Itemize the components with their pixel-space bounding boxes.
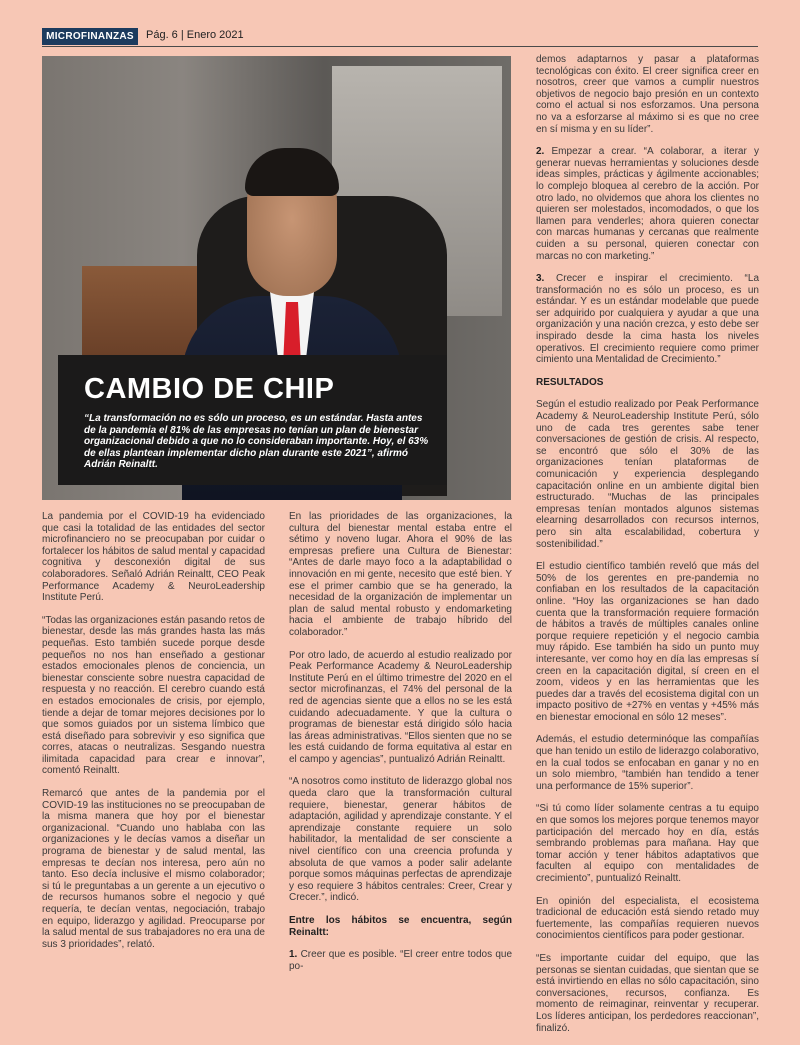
habit-text: Empezar a crear. “A colaborar, a iterar y generar nuevas herramientas y soluciones desde ideas simples, prácticas y ágilmente accionables; lo complejo bloquea al cerebro de la acción. Por otro lado, no olvidemos que ahora los clientes no quieren ser molestados, incomodados, o que los llamen para venderles; ahora quieren conectar con marcas humanas y cercanas que realmente cuiden a su personal, quieren conectar con marcas no con marketing.” [536,146,759,262]
issue-label: Pág. 6 | Enero 2021 [146,29,244,41]
paragraph: La pandemia por el COVID-19 ha evidenciado que casi la totalidad de las entidades del sector microfinanciero no se preocupaban por cuidar o fortalecer los hábitos de salud mental y capacidad cognitiva y desconexión digital de sus colaboradores. Señaló Adrián Reinaltt, CEO Peak Performance Academy & NeuroLeadership Institute Perú. [42,511,265,604]
habit-text: Creer que es posible. “El creer entre todos que po- [289,949,513,972]
article-lede: “La transformación no es sólo un proceso, es un estándar. Hasta antes de la pandemia el 81% de las empresas no tenían un plan de bienestar organizacional debido a que no lo consideraban importante. Hoy, el 63% de ellas plantean implementar dicho plan durante este 2021”, afirmó Adrián Reinaltt. [84,413,429,470]
habits-heading: Entre los hábitos se encuentra, según Reinaltt: [289,915,512,938]
column-1 [42,511,265,961]
article-title: CAMBIO DE CHIP [84,373,335,405]
brand-logo: MICROFINANZAS [42,28,138,45]
habit-number: 2. [536,146,545,158]
column-3 [536,54,759,1045]
paragraph: Además, el estudio determinóque las compañías que han tenido un estilo de liderazgo colaborativo, en la cual todos se enfocaban en ganar y no en un solo miembro, “también han tendido a tener una performance de 15% superior”. [536,734,759,792]
paragraph: “A nosotros como instituto de liderazgo global nos queda claro que la transformación cultural requiere, bienestar, generar hábitos de adaptación, agilidad y aprendizaje constante. Y el aprendizaje constante requiere un solo habilitador, la mentalidad de ser consciente a nivel científico con una creencia profunda y absoluta de que vamos a poder salir adelante porque somos máquinas perfectas de aprendizaje y eso requiere 3 hábitos centrales: Creer, Crear y Crecer.”, indicó. [289,776,512,904]
habit-item-3 [536,273,759,366]
paragraph: Por otro lado, de acuerdo al estudio realizado por Peak Performance Academy & NeuroLeadership Institute Perú en el último trimestre del 2020 en el sector microfinanzas, el 74% del personal de la red de agencias siente que a ellos no se les está cuidando adecuadamente. Y que la cultura o programas de bienestar está dirigido sólo hacia las áreas administrativas. “Ellos sienten que no se les está cuidando de forma equitativa al estar en el campo y agencias”, puntualizó Adrián Reinaltt. [289,649,512,765]
paragraph: “Si tú como líder solamente centras a tu equipo en que somos los mejores porque tenemos mayor participación del mercado hoy en día, estás sembrando problemas para mañana. Hay que tomar acción y tener hábitos adaptativos que faculten al equipo con mentalidades de crecimiento”, puntualizó Reinaltt. [536,803,759,884]
page-header [42,28,758,46]
results-heading: RESULTADOS [536,376,604,388]
header-divider [42,46,758,47]
paragraph: El estudio científico también reveló que más del 50% de los gerentes en pre-pandemia no confiaban en los resultados de la capacitación online. “Hoy las organizaciones se han dado cuenta que la transformación requiere formación de hábitos a través de múltiples canales online porque requiere repetición y el negocio cambia muy rápido. Ese también ha sido un punto muy interesante, ver como hoy en día las empresas sí creen en la capacitación digital, sí creen en el zoom, videos y en las herramientas que les puedes dar a través del ecosistema digital con un impacto positivo de +27% en ventas y +45% más en bienestar emocional en sólo 12 meses”. [536,561,759,723]
paragraph: demos adaptarnos y pasar a plataformas tecnológicas con éxito. El creer significa creer en nosotros, creer que vamos a cumplir nuestros objetivos de negocio bajo presión en un contexto como el actual si nos esforzamos. Una persona no va a esforzarse al máximo si es que no cree en sí misma y en su líder”. [536,54,759,135]
hero-title-box [58,355,447,485]
paragraph: En opinión del especialista, el ecosistema tradicional de educación está siendo retado muy fuertemente, las compañías requieren nuevos conocimientos científicos para poder gestionar. [536,895,759,942]
habit-text: Crecer e inspirar el crecimiento. “La transformación no es sólo un proceso, es un estándar. Y es un estándar modelable que puede ser adquirido por cualquiera y ayudar a que una organización y una nación crezca, y esto debe ser inspirado desde la cima hasta los niveles operativos. El crecimiento requiere como primer cimiento una Mentalidad de Crecimiento.” [536,273,760,366]
paragraph: En las prioridades de las organizaciones, la cultura del bienestar mental estaba entre el sétimo y noveno lugar. Ahora el 90% de las empresas prefiere una Cultura de Bienestar: “Antes de darle mayo foco a la adaptabilidad o innovación en mi gente, necesito que esté bien. Y ese el primer cambio que se ha generado, la necesidad de la organización de implementar un plan de salud mental robusto y endomarketing hacia el ambiente de trabajo híbrido del colaborador.” [289,511,512,638]
habit-number: 1. [289,949,298,961]
paragraph: Según el estudio realizado por Peak Performance Academy & NeuroLeadership Institute Perú, sólo uno de cada tres gerentes sabe tener conversaciones de gestión de crisis. Al respecto, se encontró que sólo el 30% de las organizaciones tenían plataformas de comunicación y experiencia desplegando capacitación online en un ambiente digital bien estructurado. “Muchas de las principales empresas tenían montados algunos sistemas elearning desarrollados con recursos internos, pero sin alta escalabilidad, cobertura y sostenibilidad.” [536,399,759,550]
paragraph: “Todas las organizaciones están pasando retos de bienestar, desde las más grandes hasta las más pequeñas. Esto también sucede porque desde pequeños no nos han enseñado a gestionar estados emocionales plenos de conciencia, un bienestar consciente sobre nuestra capacidad de respuesta y no reacción. El cerebro cuando está en estados emocionales de crisis, por ejemplo, tiende a dejar de tomar mejores decisiones por lo que somos guiados por un sistema límbico que está diseñado para sobrevivir y eso significa que corres, atacas o neutralizas. Sesgando nuestra ilimitada capacidad para crear e innovar”, comentó Reinaltt. [42,614,265,777]
habit-item-2 [536,146,759,262]
paragraph: “Es importante cuidar del equipo, que las personas se sientan cuidadas, que sientan que se está invirtiendo en ellas no sólo capacitación, sino conversaciones, recursos, confianza. Es momento de reimaginar, reinventar y recuperar. Los líderes anticipan, los perdedores reaccionan”, finalizó. [536,952,759,1034]
habit-item-1 [289,949,512,972]
paragraph: Remarcó que antes de la pandemia por el COVID-19 las instituciones no se preocupaban de la misma manera que hoy por el bienestar organizacional. “Cuando uno hablaba con las organizaciones y le decías vamos a diseñar un programa de bienestar y de salud mental, las empresas te decían nos interesa, pero aún no tanto. Eso decía inclusive el mismo colaborador; si tú le preguntabas a un gerente a un ejecutivo o de recursos humanos sobre el negocio y qué requería, te decían ventas, negociación, trabajo en equipo, liderazgo y agilidad. Preocuparse por la salud mental de sus trabajadores no era una de sus 3 prioridades”, relató. [42,788,265,950]
habit-number: 3. [536,273,545,285]
